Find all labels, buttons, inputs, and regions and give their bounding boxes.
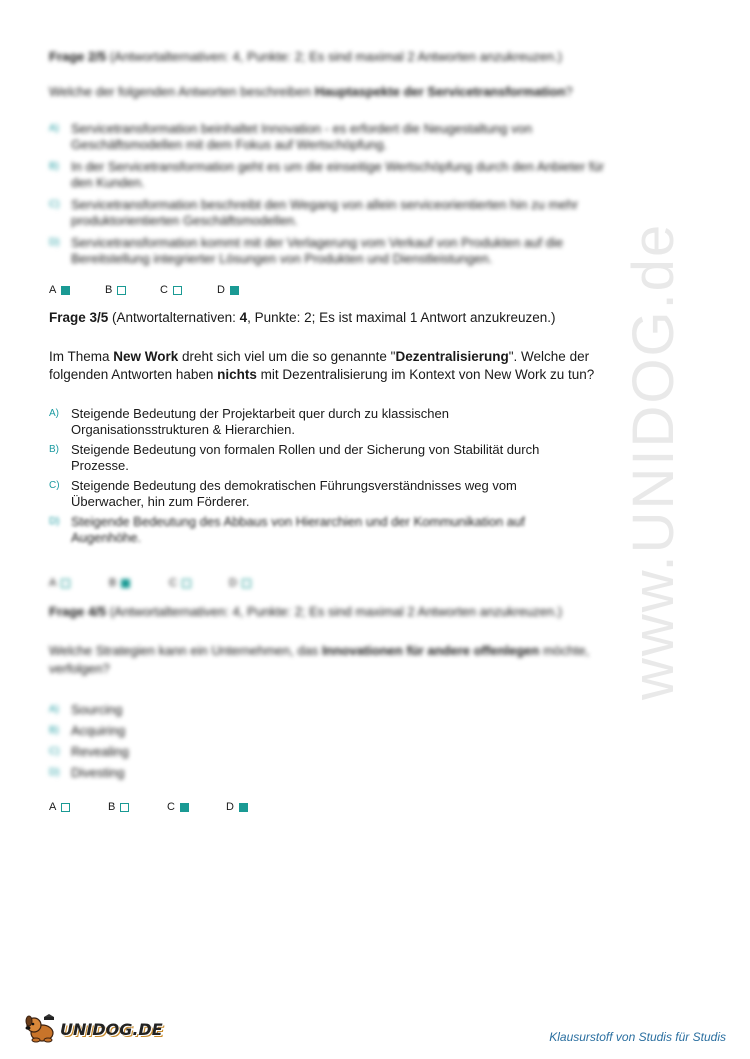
checkbox-unchecked[interactable] [117,286,126,295]
prompt-text: Welche Strategien kann ein Unternehmen, das [49,643,322,658]
question-4-prompt [49,642,609,678]
answer-a[interactable] [49,577,109,589]
question-2-answers [49,284,239,296]
option-b [49,442,569,474]
option-a [49,702,609,718]
option-text: Servicetransformation beinhaltet Innovation - es erfordert die Neugestaltung von Geschäftsmodellen mit dem Fokus auf Wertschöpfung. [71,121,533,152]
option-text: Servicetransformation beschreibt den Wegang von allein serviceorientierten hin zu mehr produktorientierten Geschäftsmodellen. [71,197,579,228]
answer-letter: D [217,284,225,296]
option-letter: A) [49,408,59,419]
option-text: Steigende Bedeutung des Abbaus von Hierarchien und der Kommunikation auf Augenhöhe. [71,514,525,545]
answer-letter: C [160,284,168,296]
question-4 [49,603,609,787]
option-a [49,121,609,153]
question-3 [49,309,609,552]
question-2 [49,48,609,273]
question-4-answers [49,801,248,813]
answer-letter: B [109,577,117,589]
option-letter: C) [49,480,60,491]
answer-letter: C [169,577,177,589]
checkbox-checked[interactable] [239,803,248,812]
question-4-title: Frage 4/5 [49,604,107,619]
prompt-text: ? [565,84,573,99]
dog-mascot-icon [22,1013,58,1043]
checkbox-checked[interactable] [180,803,189,812]
question-3-meta: (Antwortalternativen: [108,310,240,325]
option-c [49,478,569,510]
answer-letter: C [167,801,175,813]
option-b [49,723,609,739]
checkbox-unchecked[interactable] [120,803,129,812]
logo-wordmark: UNIDOG.DE [60,1020,163,1039]
question-2-options [49,121,609,267]
checkbox-unchecked[interactable] [173,286,182,295]
checkbox-checked[interactable] [121,579,130,588]
option-text: In der Servicetransformation geht es um die einseitige Wertschöpfung durch den Anbieter für den Kunden. [71,159,605,190]
answer-d[interactable] [226,801,248,813]
question-3-title: Frage 3/5 [49,310,109,325]
answer-a[interactable] [49,801,108,813]
watermark-text: www.UNIDOG.de [621,222,686,700]
question-3-header [49,309,609,326]
question-2-meta: (Antwortalternativen: 4, Punkte: 2; Es sind maximal 2 Antworten anzukreuzen.) [109,49,563,64]
question-2-header [49,48,609,65]
answer-c[interactable] [167,801,226,813]
prompt-emphasis: nichts [217,367,257,382]
prompt-emphasis: New Work [113,349,179,364]
prompt-emphasis: Dezentralisierung [395,349,509,364]
option-text: Revealing [71,744,129,759]
option-d [49,765,609,781]
option-letter: B) [49,444,59,455]
prompt-emphasis: Innovationen für andere offenlegen [321,643,540,658]
answer-letter: A [49,577,57,589]
answer-letter: A [49,801,57,813]
answer-c[interactable] [169,577,229,589]
answer-d[interactable] [229,577,251,589]
answer-a[interactable] [49,284,105,296]
answer-b[interactable] [108,801,167,813]
option-letter: D) [49,516,60,527]
prompt-text: mit Dezentralisierung im Kontext von New Work zu tun? [256,367,595,382]
question-2-title: Frage 2/5 [49,49,107,64]
option-text: Steigende Bedeutung der Projektarbeit quer durch zu klassischen Organisationsstrukturen & Hierarchien. [71,406,449,437]
option-text: Steigende Bedeutung von formalen Rollen und der Sicherung von Stabilität durch Prozesse. [71,442,540,473]
answer-b[interactable] [105,284,160,296]
option-letter: A) [49,123,59,134]
prompt-text: Welche der folgenden Antworten beschreiben [49,84,315,99]
option-letter: B) [49,161,59,172]
question-3-meta: , Punkte: 2; Es ist maximal 1 Antwort anzukreuzen.) [247,310,556,325]
answer-letter: A [49,284,57,296]
prompt-text: dreht sich viel um die so genannte " [178,349,396,364]
option-a [49,406,569,438]
answer-letter: D [229,577,237,589]
checkbox-unchecked[interactable] [182,579,191,588]
prompt-text: ". Welche der folgenden Antworten haben [49,349,590,382]
prompt-emphasis: Hauptaspekte der Servicetransformation [314,84,566,99]
answer-c[interactable] [160,284,217,296]
prompt-text: möchte, verfolgen? [49,643,590,676]
prompt-text: Im Thema [49,349,114,364]
option-text: Servicetransformation kommt mit der Verlagerung vom Verkauf von Produkten auf die Bereitstellung integrierter Lösungen von Produkten und Dienstleistungen. [71,235,564,266]
option-text: Steigende Bedeutung des demokratischen Führungsverständnisses weg vom Überwacher, hin zum Förderer. [71,478,517,509]
option-letter: A) [49,704,59,715]
checkbox-checked[interactable] [230,286,239,295]
option-text: Sourcing [71,702,123,717]
question-4-meta: (Antwortalternativen: 4, Punkte: 2; Es sind maximal 2 Antworten anzukreuzen.) [109,604,563,619]
option-b [49,159,609,191]
answer-letter: B [108,801,116,813]
option-letter: C) [49,199,60,210]
option-d [49,514,569,546]
option-text: Divesting [71,765,125,780]
question-4-options [49,702,609,781]
question-3-prompt [49,348,609,384]
option-d [49,235,609,267]
checkbox-unchecked[interactable] [61,579,70,588]
option-text: Acquiring [71,723,126,738]
option-c [49,197,609,229]
checkbox-checked[interactable] [61,286,70,295]
answer-d[interactable] [217,284,239,296]
question-3-options [49,406,569,546]
checkbox-unchecked[interactable] [61,803,70,812]
question-2-prompt [49,83,609,101]
answer-b[interactable] [109,577,169,589]
answer-letter: B [105,284,113,296]
question-3-meta-count: 4 [239,310,248,325]
answer-letter: D [226,801,234,813]
option-letter: D) [49,237,60,248]
option-letter: D) [49,767,60,778]
option-letter: C) [49,746,60,757]
unidog-logo[interactable] [22,1013,163,1043]
option-letter: B) [49,725,59,736]
option-c [49,744,609,760]
checkbox-unchecked[interactable] [242,579,251,588]
footer-tagline: Klausurstoff von Studis für Studis [549,1030,726,1044]
question-3-answers [49,577,251,589]
question-4-header [49,603,609,620]
